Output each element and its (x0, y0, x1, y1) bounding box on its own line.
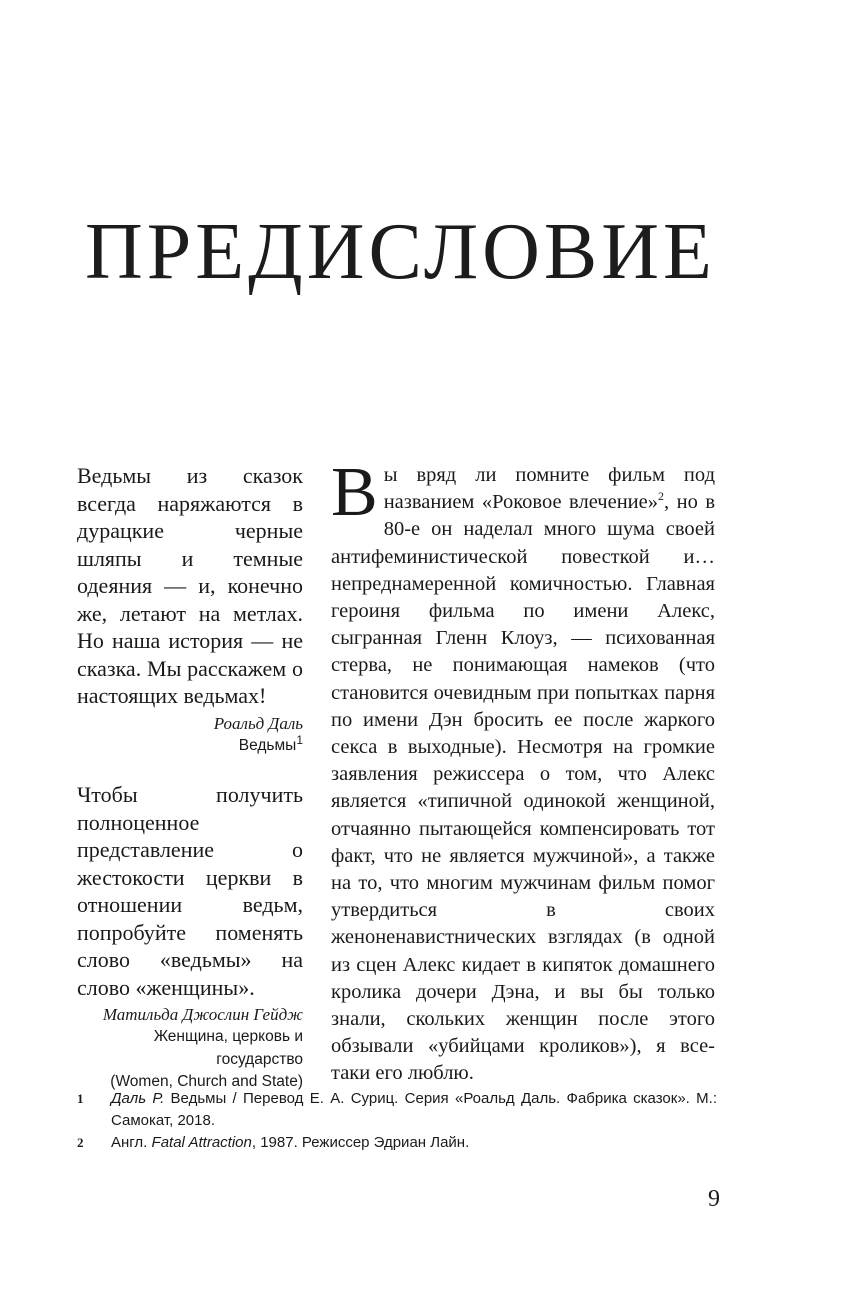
footnote-number: 1 (77, 1091, 84, 1106)
footnote-1 (77, 1088, 717, 1132)
footnote-ref: 1 (296, 732, 303, 747)
footnote-film-title: Fatal Attraction (151, 1134, 252, 1151)
epigraph-work (77, 732, 303, 758)
epigraph-text: Ведьмы из сказок всегда наряжаются в дурацкие черные шляпы и темные одеяния — и, конечно же, летают на метлах. Но наша история — не сказка. Мы расскажем о настоящих ведьмах! (77, 463, 303, 708)
drop-cap: В (331, 454, 378, 531)
chapter-title: ПРЕДИСЛОВИЕ (85, 208, 716, 296)
footnotes (77, 1088, 717, 1154)
epigraph-work-original: (Women, Church and State) (110, 1073, 303, 1090)
main-text-rest: , но в 80-е он наделал много шума своей антифеминистической повесткой и… непреднамеренной комичностью. Главная героиня фильма по имени Алекс, сыгранная Гленн Клоуз, — психованная стерва, не понимающая намеков (что становится очевидным при попытках парня по имени Дэн бросить ее после жаркого секса в выходные). Несмотря на громкие заявления режиссера о том, что Алекс является «типичной одинокой женщиной, отчаянно пытающейся компенсировать тот факт, что не является мужчиной», а также на то, что многим мужчинам фильм помог утвердиться в своих женоненавистнических взглядах (в одной из сцен Алекс кидает в кипяток домашнего кролика дочери Дэна, и вы бы только знали, скольких женщин после этого обзывали «убийцами кроликов»), я все-таки его люблю. (331, 491, 715, 1085)
footnote-prefix: Англ. (111, 1134, 152, 1151)
footnote-text: Ведьмы / Перевод Е. А. Суриц. Серия «Роальд Даль. Фабрика сказок». М.: Самокат, 2018. (111, 1090, 717, 1129)
page-number: 9 (708, 1186, 720, 1212)
main-paragraph (331, 454, 715, 1088)
footnote-author: Даль Р. (111, 1090, 165, 1107)
epigraph-dahl (77, 462, 303, 757)
epigraph-gage (77, 781, 303, 1094)
footnote-ref: 2 (658, 489, 664, 504)
epigraph-text: Чтобы получить полноценное представление о жестокости церкви в отношении ведьм, попробуйте поменять слово «ведьмы» на слово «женщины». (77, 782, 303, 1000)
epigraph-author: Матильда Джослин Гейдж (102, 1005, 303, 1024)
epigraph-work-title: Ведьмы (238, 736, 297, 754)
footnote-number: 2 (77, 1135, 84, 1150)
footnote-text: , 1987. Режиссер Эдриан Лайн. (251, 1134, 470, 1151)
epigraph-work: Женщина, церковь и государство (153, 1028, 303, 1068)
epigraphs-column (77, 462, 303, 1118)
footnote-2 (77, 1132, 717, 1154)
epigraph-author: Роальд Даль (213, 713, 303, 733)
main-text-start: ы вряд ли помните фильм под названием «Роковое влечение» (383, 464, 715, 514)
